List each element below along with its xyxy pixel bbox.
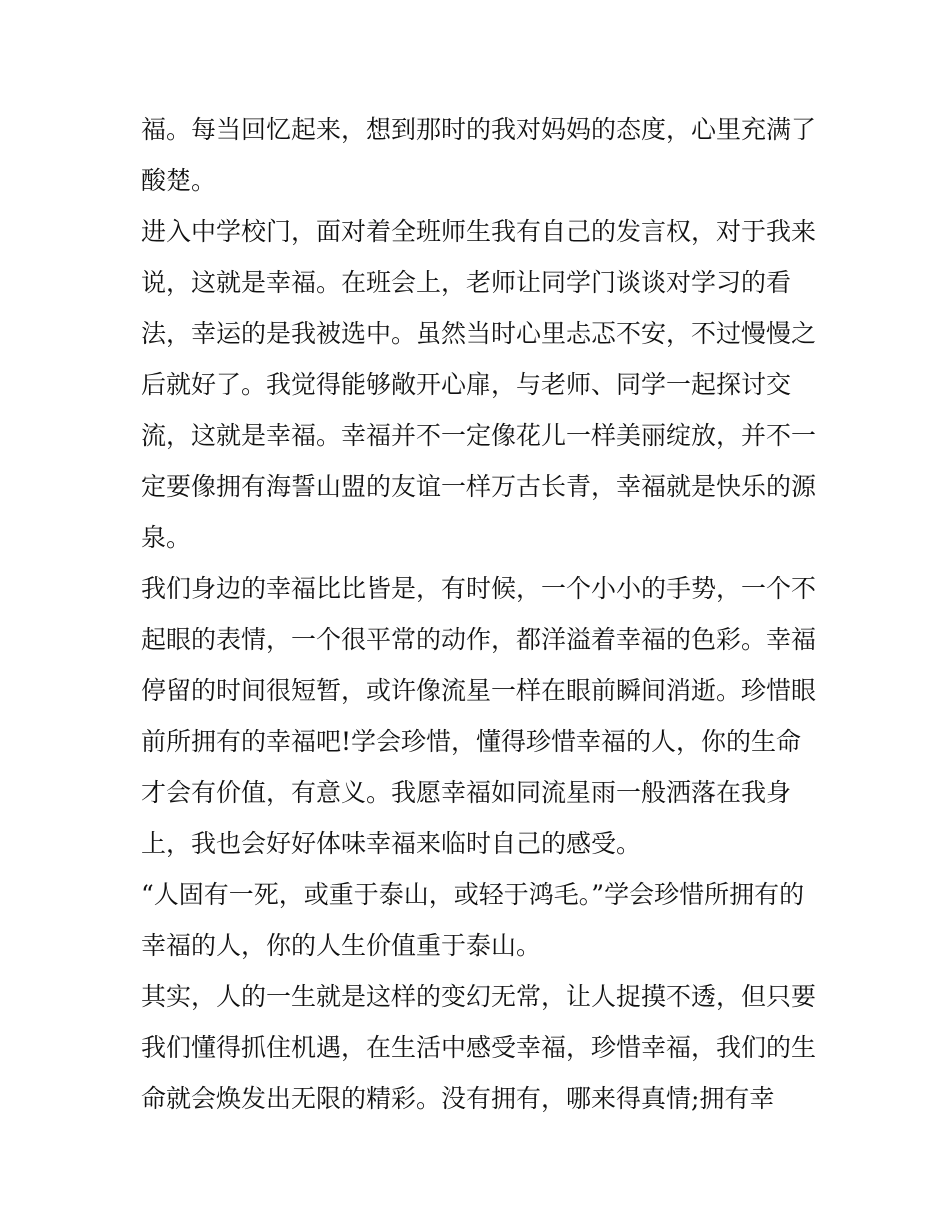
text-line: 说，这就是幸福。在班会上，老师让同学门谈谈对学习的看 bbox=[141, 268, 792, 297]
text-line: 其实，人的一生就是这样的变幻无常，让人捉摸不透，但只要 bbox=[141, 982, 817, 1011]
text-line: 流，这就是幸福。幸福并不一定像花儿一样美丽绽放，并不一 bbox=[141, 421, 817, 450]
text-line: 泉。 bbox=[141, 523, 192, 552]
text-line: 命就会焕发出无限的精彩。没有拥有，哪来得真情;拥有幸 bbox=[141, 1084, 775, 1113]
text-line: 幸福的人，你的人生价值重于泰山。 bbox=[141, 931, 542, 960]
text-line: 酸楚。 bbox=[141, 166, 217, 195]
text-line: 进入中学校门，面对着全班师生我有自己的发言权，对于我来 bbox=[141, 217, 817, 246]
text-line: 我们懂得抓住机遇，在生活中感受幸福，珍惜幸福，我们的生 bbox=[141, 1033, 817, 1062]
text-line: 才会有价值，有意义。我愿幸福如同流星雨一般洒落在我身 bbox=[141, 778, 792, 807]
text-line: 福。每当回忆起来，想到那时的我对妈妈的态度，心里充满了 bbox=[141, 115, 817, 144]
text-line: 法，幸运的是我被选中。虽然当时心里忐忑不安，不过慢慢之 bbox=[141, 319, 817, 348]
document-body bbox=[141, 104, 821, 1124]
text-line: 起眼的表情，一个很平常的动作，都洋溢着幸福的色彩。幸福 bbox=[141, 625, 817, 654]
text-line: 定要像拥有海誓山盟的友谊一样万古长青，幸福就是快乐的源 bbox=[141, 472, 817, 501]
text-line: 前所拥有的幸福吧!学会珍惜，懂得珍惜幸福的人，你的生命 bbox=[141, 727, 802, 756]
text-line: 我们身边的幸福比比皆是，有时候，一个小小的手势，一个不 bbox=[141, 574, 817, 603]
text-line: 后就好了。我觉得能够敞开心扉，与老师、同学一起探讨交 bbox=[141, 370, 792, 399]
text-line: “人固有一死，或重于泰山，或轻于鸿毛。”学会珍惜所拥有的 bbox=[141, 880, 805, 909]
text-line: 上，我也会好好体味幸福来临时自己的感受。 bbox=[141, 829, 642, 858]
text-line: 停留的时间很短暂，或许像流星一样在眼前瞬间消逝。珍惜眼 bbox=[141, 676, 817, 705]
